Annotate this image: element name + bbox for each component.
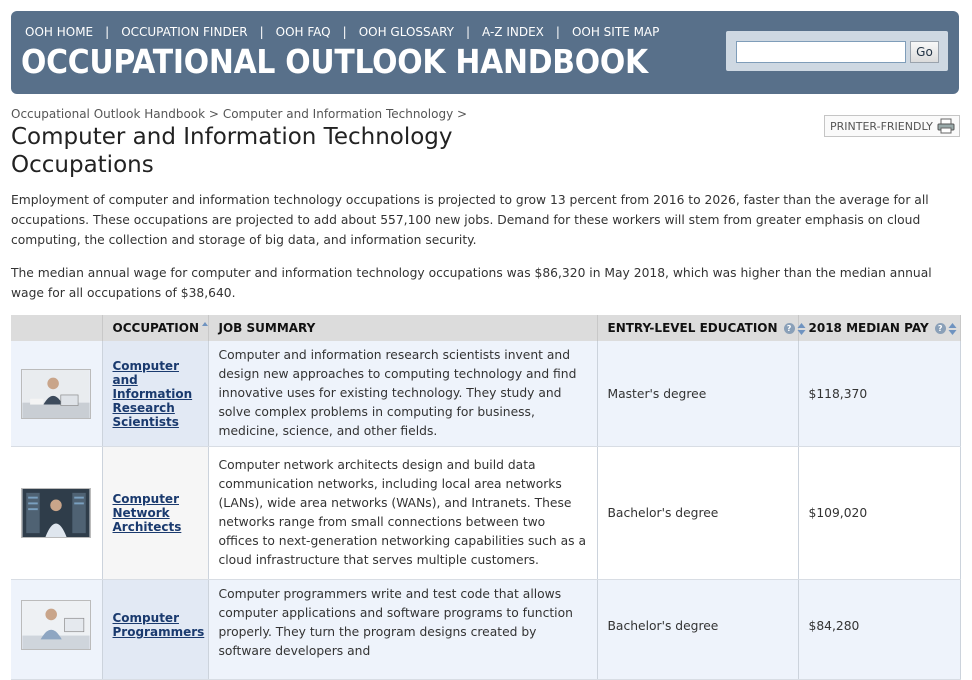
search-go-button[interactable]: Go (910, 41, 939, 63)
nav-ooh-glossary[interactable]: OOH GLOSSARY (358, 25, 454, 39)
table-header-row (11, 315, 960, 341)
table-row (11, 580, 960, 680)
nav-separator: | (259, 25, 264, 39)
nav-separator: | (105, 25, 110, 39)
breadcrumb-separator: > (208, 107, 219, 121)
occupation-image-cell (11, 341, 102, 447)
breadcrumb-link-handbook[interactable]: Occupational Outlook Handbook (11, 107, 206, 121)
occupation-name-cell (102, 580, 208, 680)
intro-employment-paragraph: Employment of computer and information technology occupations is projected to grow 13 percent from 2016 to 2026, faster than the average for all occupations. These occupations are projected to add about 557,100 new jobs. Demand for these workers will stem from greater emphasis on cloud computing, the collection and storage of big data, and information security. (11, 193, 929, 247)
sort-ascending-icon[interactable] (201, 321, 209, 331)
header-pay-label: 2018 MEDIAN PAY (808, 321, 929, 335)
printer-icon (937, 118, 955, 134)
nav-separator: | (342, 25, 347, 39)
breadcrumb-link-cit[interactable]: Computer and Information Technology (222, 107, 454, 121)
nav-ooh-site-map[interactable]: OOH SITE MAP (571, 25, 660, 39)
header-occupation[interactable] (102, 315, 208, 341)
search-input[interactable] (736, 41, 906, 63)
header-entry-education[interactable] (597, 315, 798, 341)
page-title: Computer and Information Technology Occupations (11, 124, 453, 178)
nav-separator: | (465, 25, 471, 39)
occupation-link[interactable]: Computer Programmers (112, 611, 205, 639)
median-pay: $109,020 (798, 447, 960, 580)
median-pay: $118,370 (798, 341, 960, 447)
header-median-pay[interactable] (798, 315, 960, 341)
entry-level-education: Bachelor's degree (597, 580, 798, 680)
occupation-name-cell (102, 447, 208, 580)
entry-level-education: Bachelor's degree (597, 447, 798, 580)
job-summary: Computer programmers write and test code that allows computer applications and software programs to function properly. They turn the program designs created by software developers and (208, 580, 597, 680)
nav-separator: | (555, 25, 560, 39)
research-scientist-photo[interactable] (21, 369, 91, 419)
occupation-link[interactable]: Computer and Information Research Scientists (112, 358, 193, 429)
help-icon[interactable]: ? (784, 323, 795, 334)
breadcrumb-separator: > (457, 107, 468, 121)
occupations-table (11, 315, 961, 680)
site-title[interactable]: OCCUPATIONAL OUTLOOK HANDBOOK (21, 42, 648, 81)
nav-ooh-home[interactable]: OOH HOME (25, 25, 94, 39)
nav-a-z-index[interactable]: A-Z INDEX (482, 25, 544, 39)
programmer-photo[interactable] (21, 600, 91, 650)
occupation-image-cell (11, 447, 102, 580)
header-occupation-label: OCCUPATION (112, 321, 200, 335)
search-panel (726, 31, 948, 71)
breadcrumb (11, 107, 467, 121)
sort-both-icon[interactable] (797, 323, 806, 335)
intro-wage-paragraph: The median annual wage for computer and information technology occupations was $86,320 in May 2018, which was higher than the median annual wage for all occupations of $38,640. (11, 266, 932, 300)
header-job-summary: JOB SUMMARY (208, 315, 597, 341)
network-architect-photo[interactable] (21, 488, 91, 538)
header-education-label: ENTRY-LEVEL EDUCATION (607, 321, 778, 335)
table-row (11, 341, 960, 447)
occupation-link[interactable]: Computer Network Architects (112, 492, 182, 534)
header-image-column (11, 315, 102, 341)
site-header-banner (11, 11, 959, 94)
help-icon[interactable]: ? (935, 323, 946, 334)
job-summary: Computer network architects design and build data communication networks, including local area networks (LANs), wide area networks (WANs), and Intranets. These networks range from small connections between two offices to next-generation networking capabilities such as a cloud infrastructure that serves multiple customers. (208, 447, 597, 580)
nav-occupation-finder[interactable]: OCCUPATION FINDER (121, 25, 248, 39)
sort-both-icon[interactable] (948, 323, 957, 335)
entry-level-education: Master's degree (597, 341, 798, 447)
nav-ooh-faq[interactable]: OOH FAQ (275, 25, 331, 39)
median-pay: $84,280 (798, 580, 960, 680)
top-navigation (25, 25, 659, 39)
job-summary: Computer and information research scientists invent and design new approaches to computing technology and find innovative uses for existing technology. They study and solve complex problems in computing for business, medicine, science, and other fields. (208, 341, 597, 447)
printer-friendly-label: PRINTER-FRIENDLY (830, 119, 933, 133)
occupation-image-cell (11, 580, 102, 680)
occupation-name-cell (102, 341, 208, 447)
table-row (11, 447, 960, 580)
printer-friendly-button[interactable] (824, 115, 960, 137)
